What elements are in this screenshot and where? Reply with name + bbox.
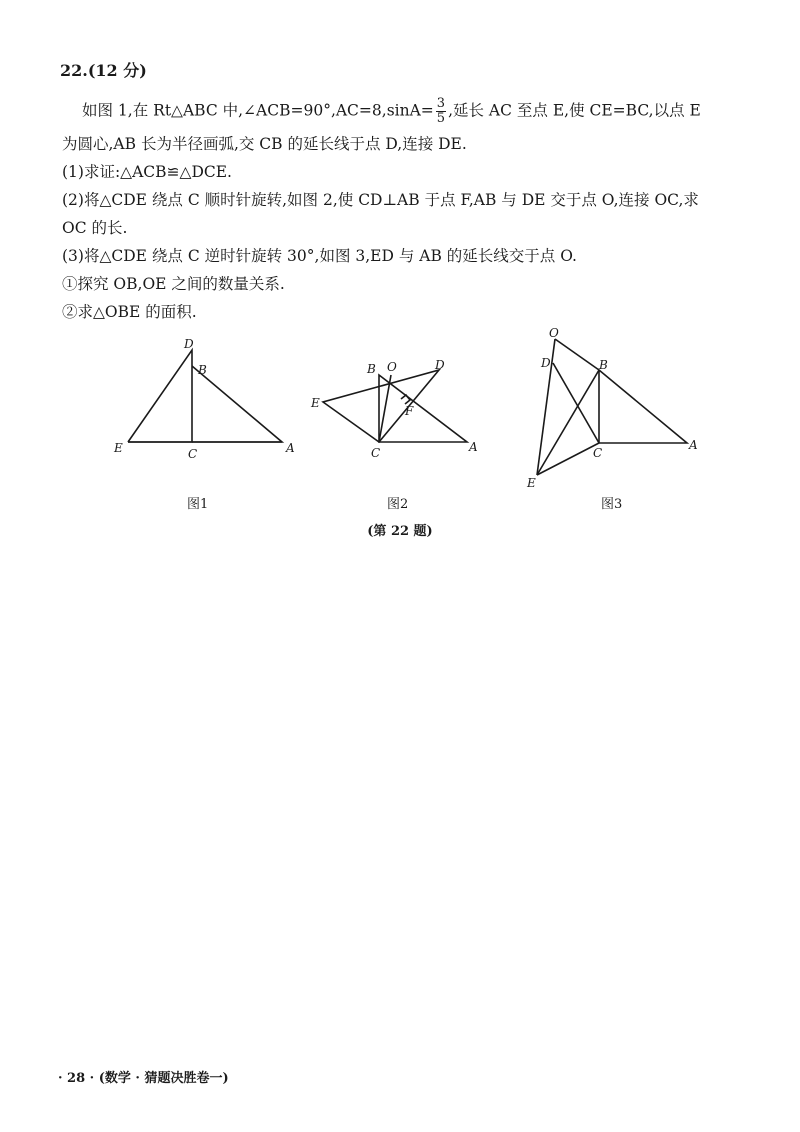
fig3-label-B: B	[599, 358, 608, 372]
fig2-label-E: E	[311, 396, 320, 410]
part3-sub1: ①探究 OB,OE 之间的数量关系.	[62, 275, 285, 293]
figure-1	[100, 330, 310, 465]
stem-part2: ,延长 AC 至点 E,使 CE=BC,以点 E	[448, 101, 701, 120]
fig1-label-C: C	[188, 447, 198, 461]
stem-line-2: 为圆心,AB 长为半径画弧,交 CB 的延长线于点 D,连接 DE.	[62, 135, 467, 153]
fig3-caption: 图3	[601, 497, 623, 512]
fig2-label-D: D	[435, 358, 445, 372]
question-index: 22.	[60, 61, 88, 80]
stem-line-1	[82, 97, 701, 126]
figure-2	[305, 355, 490, 465]
figure-group-caption: (第 22 题)	[367, 524, 433, 539]
fig3-label-C: C	[593, 446, 603, 460]
stem-part1: 如图 1,在 Rt△ABC 中,∠ACB=90°,AC=8,sinA=	[82, 101, 434, 120]
sinA-denominator: 5	[436, 111, 446, 126]
fig3-label-E: E	[527, 476, 536, 490]
fig1-label-D: D	[184, 337, 194, 351]
question-points: (12 分)	[87, 61, 147, 80]
fig3-label-A: A	[689, 438, 698, 452]
fig2-label-A: A	[469, 440, 478, 454]
fig2-triangle-abc	[379, 375, 467, 442]
fig1-label-A: A	[286, 441, 295, 455]
question-number	[60, 58, 147, 81]
fig3-line-dc	[553, 363, 599, 443]
fig1-label-E: E	[114, 441, 123, 455]
fig3-triangle-abc	[599, 370, 687, 443]
fig1-triangle-acb	[192, 366, 282, 442]
fig3-line-ob	[555, 339, 599, 370]
fig2-label-C: C	[371, 446, 381, 460]
page-footer: · 28 · (数学 · 猜题决胜卷一)	[58, 1071, 229, 1086]
fig2-label-F: F	[405, 404, 414, 418]
fig2-label-O: O	[387, 360, 397, 374]
figure-3	[515, 325, 715, 490]
fig1-caption: 图1	[187, 497, 209, 512]
sinA-numerator: 3	[436, 96, 446, 111]
fig3-label-O: O	[549, 326, 559, 340]
fig1-triangle-dec	[128, 350, 192, 442]
fig2-right-angle-mark	[401, 395, 410, 404]
fig2-caption: 图2	[387, 497, 409, 512]
part3-text: (3)将△CDE 绕点 C 逆时针旋转 30°,如图 3,ED 与 AB 的延长线交于点 O.	[62, 247, 577, 265]
part1-text: (1)求证:△ACB≌△DCE.	[62, 163, 232, 181]
fig3-label-D: D	[541, 356, 551, 370]
fig1-label-B: B	[198, 363, 207, 377]
part2-line2: OC 的长.	[62, 219, 128, 237]
part3-sub2: ②求△OBE 的面积.	[62, 303, 197, 321]
part2-line1: (2)将△CDE 绕点 C 顺时针旋转,如图 2,使 CD⊥AB 于点 F,AB 与 DE 交于点 O,连接 OC,求	[62, 191, 699, 209]
sinA-fraction	[436, 97, 446, 126]
fig2-label-B: B	[367, 362, 376, 376]
